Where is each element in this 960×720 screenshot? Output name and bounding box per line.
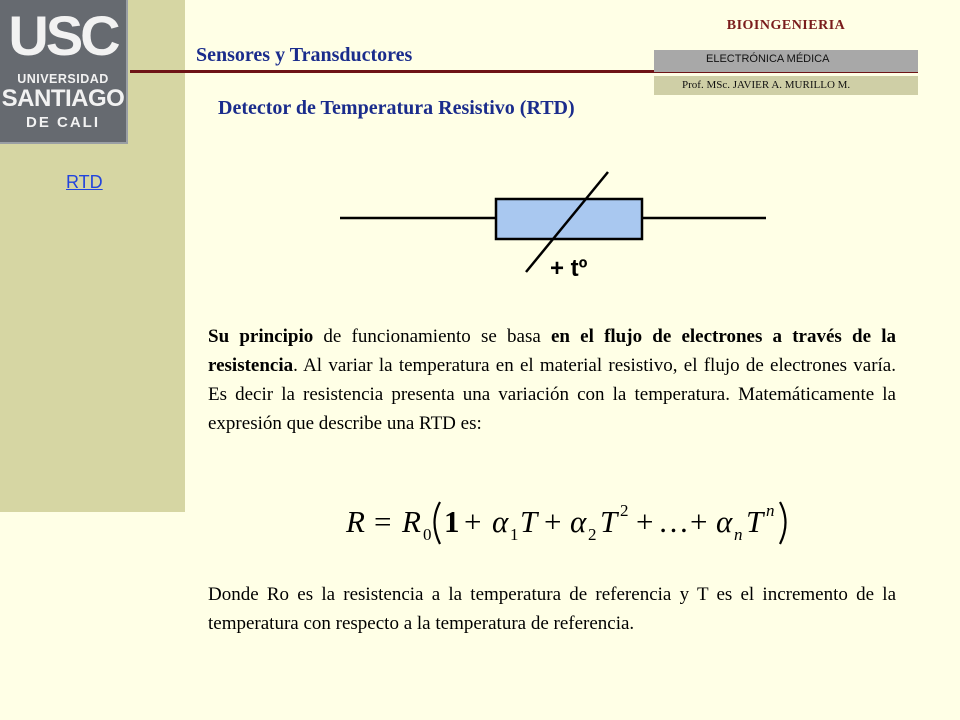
principle-segment: en el flujo de electrones a través de la resistencia — [208, 326, 896, 376]
principle-segment: de funcionamiento se basa — [313, 326, 551, 347]
eq-alpha-1: α — [492, 504, 509, 539]
eq-subn: n — [734, 525, 743, 544]
eq-t-1: T — [520, 504, 538, 539]
eq-sub2: 2 — [588, 525, 597, 544]
university-logo — [0, 0, 128, 144]
logo-line-3: DE CALI — [26, 114, 100, 131]
definition-paragraph: Donde Ro es la resistencia a la temperatura de referencia y T es el incremento de la temperatura con respecto a la temperatura de referencia. — [208, 584, 896, 634]
eq-exp2: 2 — [620, 501, 629, 520]
slide-title: Detector de Temperatura Resistivo (RTD) — [218, 97, 575, 119]
eq-one: 1 — [444, 504, 460, 539]
logo-line-1: UNIVERSIDAD — [17, 72, 109, 86]
eq-plus-2: + — [544, 504, 562, 539]
logo-main-text: USC — [8, 4, 118, 67]
eq-expn: n — [766, 501, 775, 520]
subject-label: BIOINGENIERIA — [726, 18, 846, 33]
professor-box — [654, 76, 918, 95]
eq-t-n: T — [746, 504, 764, 539]
course-title: Sensores y Transductores — [196, 44, 413, 66]
temperature-label: + tº — [550, 255, 588, 282]
rtd-link[interactable]: RTD — [66, 172, 103, 192]
eq-lhs: R — [346, 504, 365, 539]
eq-sub0: 0 — [423, 525, 432, 544]
professor-label: Prof. MSc. JAVIER A. MURILLO M. — [682, 79, 851, 91]
principle-segment: . Al variar la temperatura en el material resistivo, el flujo de electrones varía. Es decir la resistencia presenta una variación con la temperatura. Matemáticamente la expresión que describe una RTD es: — [208, 355, 896, 434]
paren-left — [435, 502, 441, 544]
eq-plus-4: + — [690, 504, 708, 539]
eq-alpha-2: α — [570, 504, 587, 539]
area-box — [654, 50, 918, 72]
eq-r: R — [402, 504, 421, 539]
eq-alpha-n: α — [716, 504, 733, 539]
eq-sub1: 1 — [510, 525, 519, 544]
eq-plus-1: + — [464, 504, 482, 539]
area-label: ELECTRÓNICA MÉDICA — [706, 53, 830, 65]
logo-line-2: SANTIAGO — [1, 85, 125, 112]
principle-segment: Su principio — [208, 326, 314, 347]
eq-ellipsis: … — [658, 504, 689, 539]
eq-t-2: T — [600, 504, 618, 539]
paren-right — [780, 502, 786, 544]
principle-paragraph — [208, 322, 896, 438]
eq-equals: = — [374, 504, 392, 539]
rtd-equation — [340, 496, 810, 550]
rtd-symbol-diagram — [340, 168, 770, 286]
eq-plus-3: + — [636, 504, 654, 539]
